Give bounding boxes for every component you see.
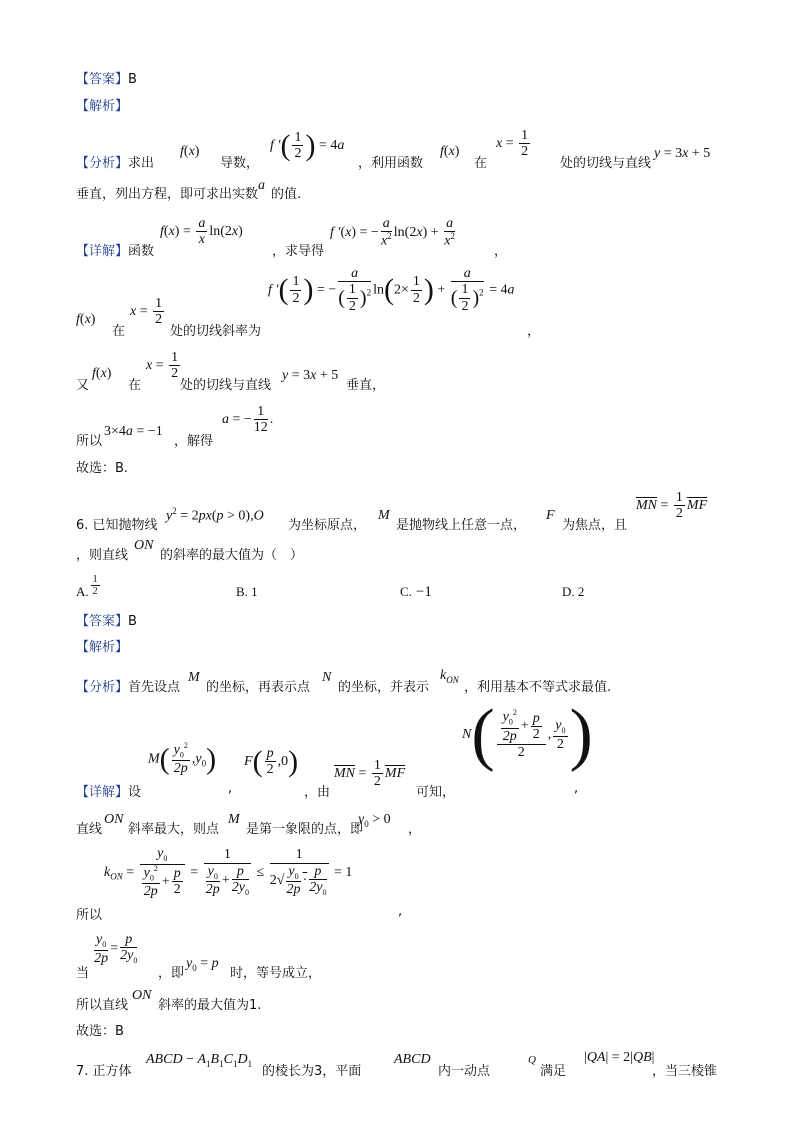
option-a[interactable]: A. $\frac{1}{2}$ <box>76 574 98 599</box>
q6-fenxi-tag: 【分析】 <box>76 680 129 695</box>
option-c-label: C. <box>400 584 412 599</box>
answer-tag: 【答案】 <box>76 72 129 87</box>
q7-stem-c: 内一动点 <box>438 1064 491 1079</box>
xiangjie-tag: 【详解】 <box>76 244 129 259</box>
xiangjie-line <box>76 240 154 259</box>
formula-M-2: M <box>188 670 200 685</box>
formula-M-3: M <box>228 812 240 827</box>
q6-zx-d: ， <box>408 822 422 837</box>
formula-kON-chain: $k_{ON}$ = $y_0$ $\frac{y_0^2}{2p}$ + $\frac{p}{2}$ = 1 $\frac{y_0}{2p}$ + $\frac{p}{2y_0}$ ≤ 1 2√ $\frac{y_0}{2p}$ · $\frac{p}{2y_0}$ = 1 <box>104 846 353 899</box>
formula-ABCD: ABCD <box>394 1052 431 1067</box>
formula-ON-3: ON <box>132 988 152 1003</box>
q6-analysis-heading: 【解析】 <box>76 640 129 655</box>
formula-vector: $\overline{MN}$ = $\frac{1}{2}$ $\overline{MF}$ <box>636 490 708 522</box>
suoyi-text: 所以 <box>76 434 103 449</box>
q6-xiangjie-kezhi: 可知， <box>416 785 456 800</box>
q6-stem-a: 6. 已知抛物线 <box>76 518 158 533</box>
q6-suoyi2-line <box>76 994 128 1013</box>
formula-kON: $k_{ON}$ <box>440 668 459 685</box>
formula-y0-p: $y_0 = p$ <box>186 956 219 973</box>
xiangjie-text-c: ， <box>494 244 508 259</box>
xiangjie-text-d: 在 <box>112 324 126 339</box>
formula-x-half: x = $\frac{1}{2}$ <box>496 128 529 160</box>
formula-fprime-value: f ′( $\frac{1}{2}$ ) = − a ( $\frac{1}{2}$ )$^2$ ln(2× $\frac{1}{2}$ ) + a ( $\frac{1}{2}$ )$^2$ = 4a <box>268 266 515 314</box>
q6-answer-tag: 【答案】 <box>76 614 129 629</box>
q6-fenxi-c: 的坐标，并表示 <box>338 680 430 695</box>
q6-zx-b: 斜率最大，则点 <box>128 822 220 837</box>
q6-zx-c: 是第一象限的点，即 <box>246 822 364 837</box>
q6-answer-line <box>76 610 137 629</box>
q6-suoyi2-b: 斜率的最大值为1. <box>158 998 262 1013</box>
formula-N-coord: N( $\frac{y_0^2}{2p}$ + $\frac{p}{2}$ 2 , $\frac{y_0}{2}$ ) <box>462 696 593 773</box>
q6-answer-value: B <box>128 614 137 629</box>
answer-value: B <box>128 72 137 87</box>
formula-fx-4: f(x) <box>92 366 112 381</box>
q6-stem-d: 为焦点，且 <box>562 518 628 533</box>
q7-stem-b: 的棱长为3，平面 <box>262 1064 362 1079</box>
choose-text: 故选：B. <box>76 461 129 476</box>
q6-dang-c: 时，等号成立， <box>230 966 322 981</box>
fenxi-line2 <box>76 183 258 202</box>
option-a-label: A. <box>76 584 89 599</box>
fenxi-text-d: 在 <box>474 156 488 171</box>
xiangjie-text-f: ， <box>527 324 541 339</box>
q6-stem-line2b: 的斜率的最大值为（ ） <box>160 548 304 563</box>
formula-parabola: $y^2 = 2px(p > 0),O$ <box>166 506 264 524</box>
q6-xiangjie-tag: 【详解】 <box>76 785 129 800</box>
q6-zhixian: 直线 <box>76 822 103 837</box>
comma-3: , <box>398 904 403 919</box>
fenxi-text-e: 处的切线与直线 <box>560 156 652 171</box>
formula-fprime: f ′(x) = − $\frac{a}{x^2}$ ln(2x) + $\frac{a}{x^2}$ <box>330 216 455 250</box>
fenxi-line <box>76 152 154 171</box>
q6-choose: 故选：B <box>76 1024 124 1039</box>
q7-stem-d: 满足 <box>540 1064 567 1079</box>
q6-suoyi2: 所以直线 <box>76 998 129 1013</box>
q7-stem-a: 7. 正方体 <box>76 1064 132 1079</box>
formula-x-half-2: x = $\frac{1}{2}$ <box>130 296 163 328</box>
q6-fenxi-a: 首先设点 <box>128 680 181 695</box>
option-c[interactable]: C. −1 <box>400 584 432 600</box>
you-text: 又 <box>76 378 90 393</box>
q6-xiangjie-line <box>76 781 141 800</box>
formula-ON: ON <box>134 538 154 553</box>
q6-suoyi: 所以 <box>76 908 103 923</box>
you-text-c: 处的切线与直线 <box>180 378 272 393</box>
formula-fx: f(x) <box>180 144 200 159</box>
formula-fx-def: f(x) = $\frac{a}{x}$ ln(2x) <box>160 216 243 248</box>
formula-y0-pos: $y_0 > 0$ <box>358 812 391 829</box>
formula-Q: Q <box>528 1054 536 1066</box>
q6-fenxi-d: ，利用基本不等式求最值. <box>464 680 612 695</box>
formula-a-result: a = − $\frac{1}{12}$ . <box>222 404 274 436</box>
you-text-d: 垂直， <box>346 378 386 393</box>
fenxi-text-a: 求出 <box>128 156 155 171</box>
analysis-heading: 【解析】 <box>76 99 129 114</box>
formula-M: M <box>378 508 390 523</box>
you-text-b: 在 <box>128 378 142 393</box>
formula-vector-2: $\overline{MN}$ = $\frac{1}{2}$ $\overline{MF}$ <box>334 758 406 790</box>
formula-N: N <box>322 670 332 685</box>
formula-fprime-half: f ′( $\frac{1}{2}$ ) = 4a <box>270 128 345 162</box>
fenxi-text-c: ，利用函数 <box>358 156 424 171</box>
formula-F: F <box>546 508 555 523</box>
fenxi-line2-text: 垂直，列出方程，即可求出实数 <box>76 187 259 202</box>
xiangjie-text-b: ，求导得 <box>272 244 325 259</box>
q6-stem-c: 是抛物线上任意一点， <box>396 518 527 533</box>
xiangjie-text-a: 函数 <box>128 244 155 259</box>
q6-dang: 当 <box>76 966 90 981</box>
formula-equation: 3×4a = −1 <box>104 424 163 439</box>
q6-xiangjie-she: 设 <box>128 785 142 800</box>
fenxi-text-b: 导数， <box>220 156 260 171</box>
formula-line: y = 3x + 5 <box>654 146 711 161</box>
q6-fenxi-b: 的坐标，再表示点 <box>206 680 311 695</box>
xiangjie-text-e: 处的切线斜率为 <box>170 324 262 339</box>
q6-stem-b: 为坐标原点， <box>288 518 367 533</box>
formula-fx-3: f(x) <box>76 312 96 327</box>
q7-stem-e: ，当三棱锥 <box>652 1064 718 1079</box>
formula-x-half-3: x = $\frac{1}{2}$ <box>146 350 179 382</box>
formula-QA-QB: |QA| = 2|QB| <box>584 1050 655 1065</box>
q6-dang-b: ，即 <box>158 966 185 981</box>
q6-stem-line2: ，则直线 <box>76 548 129 563</box>
q6-fenxi-line <box>76 676 180 695</box>
formula-fx-2: f(x) <box>440 144 460 159</box>
formula-ON-2: ON <box>104 812 124 827</box>
comma-2: , <box>574 781 579 796</box>
option-d[interactable]: D. 2 <box>562 584 585 599</box>
formula-M-coord: M( $\frac{y_0^2}{2p}$ $,y_0$) <box>148 741 217 777</box>
formula-line-2: y = 3x + 5 <box>282 368 339 383</box>
answer-line <box>76 68 137 87</box>
formula-cube: ABCD − $A_1B_1C_1D_1$ <box>146 1052 253 1069</box>
suoyi-text-b: ，解得 <box>174 434 214 449</box>
comma-1: , <box>228 781 233 796</box>
formula-a: a <box>258 178 265 193</box>
formula-F-coord: F( $\frac{p}{2}$ ,0) <box>244 744 299 778</box>
q6-xiangjie-you: ，由 <box>304 785 331 800</box>
fenxi-line2-end: 的值. <box>271 187 302 202</box>
option-b[interactable]: B. 1 <box>236 584 258 599</box>
fenxi-tag: 【分析】 <box>76 156 129 171</box>
formula-eq-cond: $\frac{y_0}{2p}$ = $\frac{p}{2y_0}$ <box>94 932 138 966</box>
